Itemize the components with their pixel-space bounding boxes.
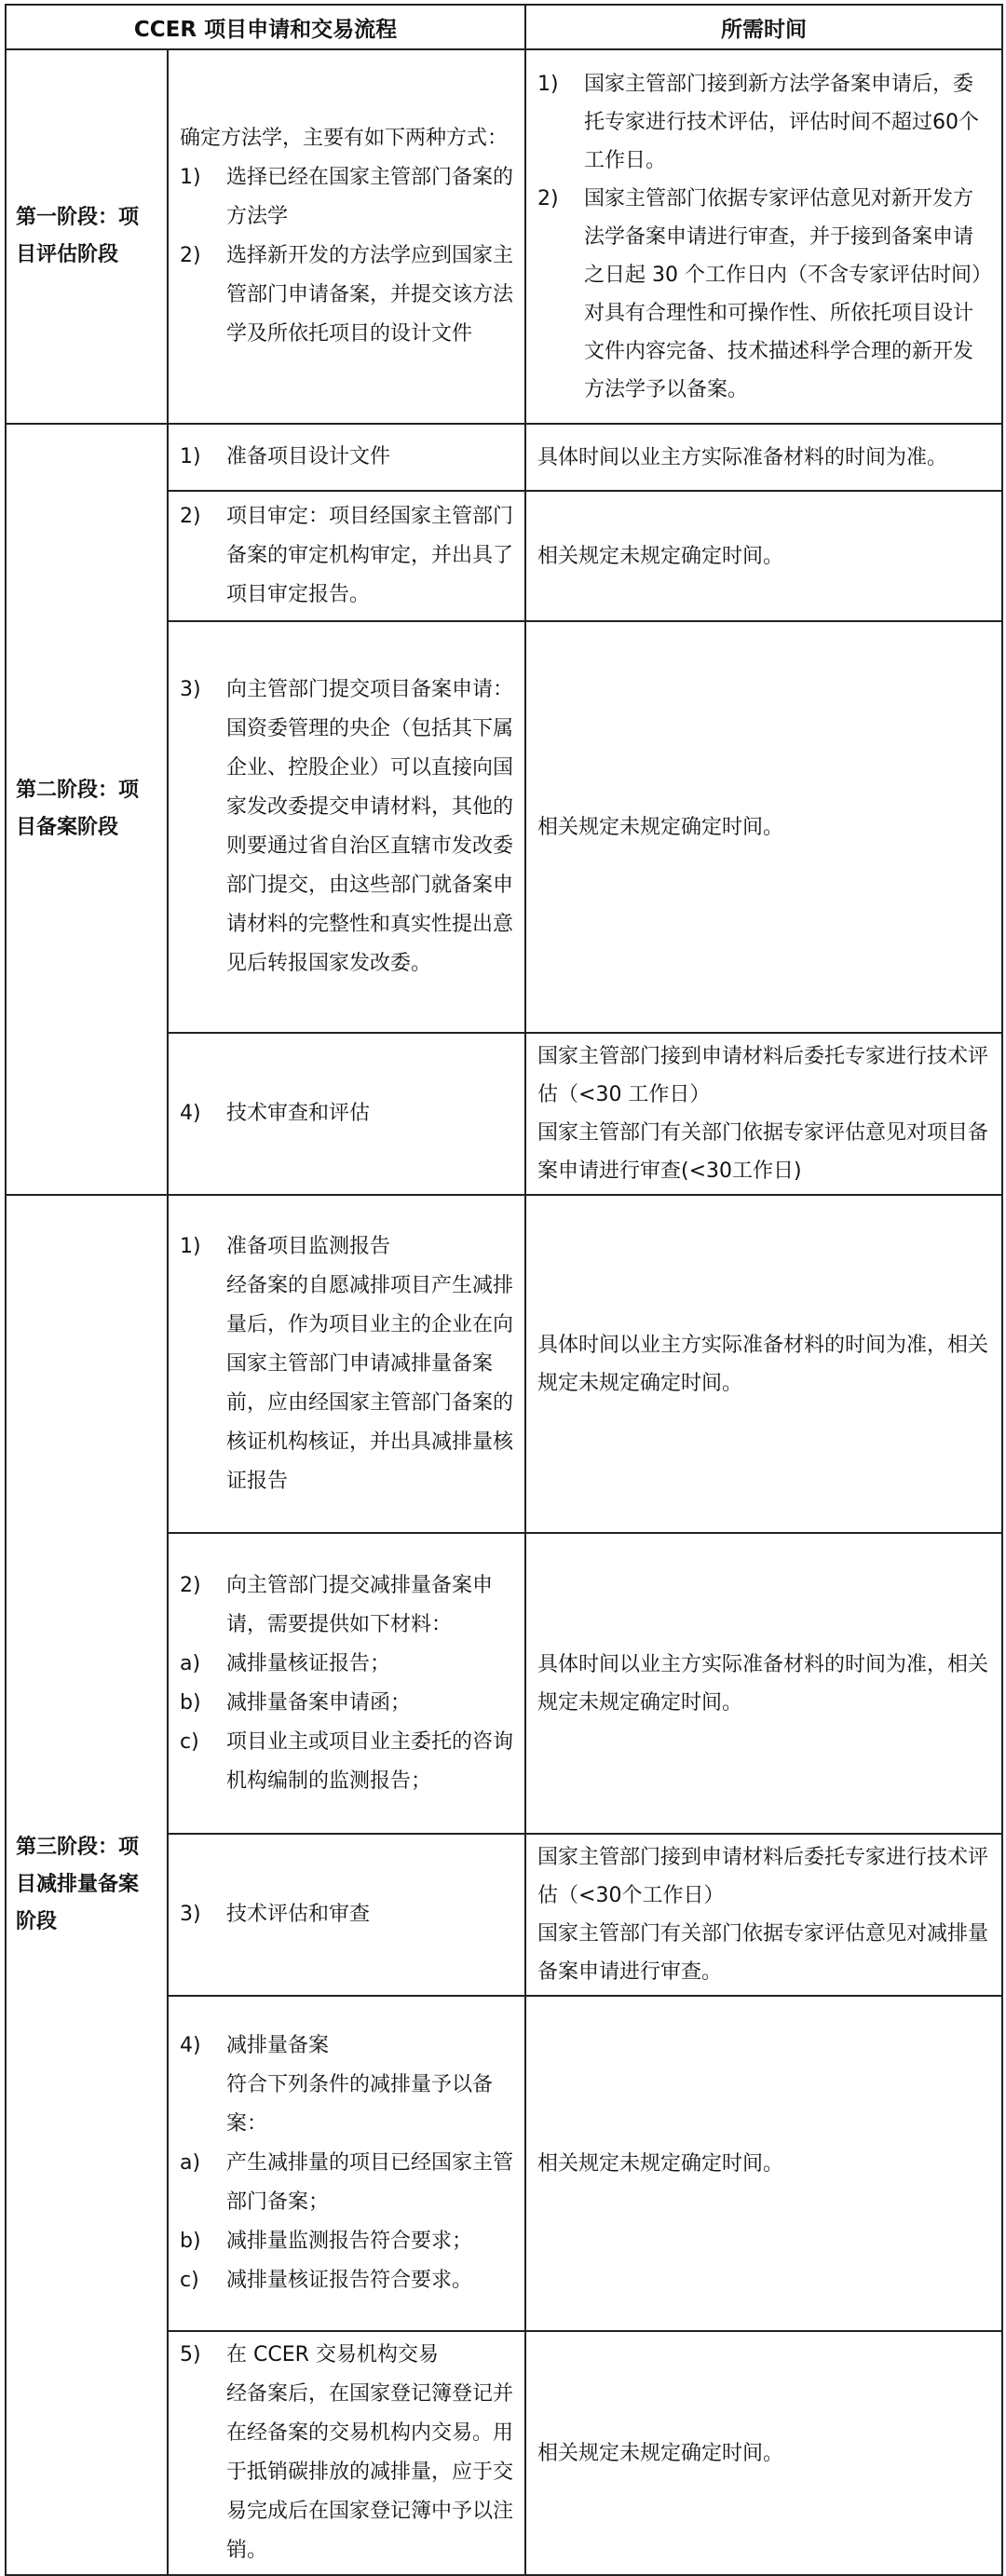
stage2-step	[168, 491, 525, 621]
stage2-step-time: 具体时间以业主方实际准备材料的时间为准。	[525, 424, 1002, 491]
item-number: 4)	[180, 1102, 201, 1125]
item-text: 项目审定：项目经国家主管部门备案的审定机构审定，并出具了项目审定报告。	[226, 505, 514, 606]
step-item	[180, 1566, 515, 1645]
item-text: 向主管部门提交减排量备案申请，需要提供如下材料：	[226, 1573, 494, 1636]
stage2-name: 第二阶段：项目备案阶段	[6, 424, 168, 1195]
step-item	[180, 2336, 515, 2375]
stage3-step-time: 相关规定未规定确定时间。	[525, 1996, 1002, 2331]
stage3-step	[168, 1996, 525, 2331]
item-number: 3)	[180, 678, 201, 701]
item-text: 减排量备案	[226, 2034, 330, 2057]
stage1-item	[180, 158, 515, 237]
item-number: 2)	[180, 1573, 201, 1597]
item-number: c)	[180, 1729, 199, 1754]
item-text: 减排量监测报告符合要求；	[226, 2230, 473, 2253]
step-detail: 国资委管理的央企（包括其下属企业、控股企业）可以直接向国家发改委提交申请材料，其他的则要通过省自治区直辖市发改委部门提交，由这些部门就备案申请材料的完整性和真实性提出意见后转报国家发改委。	[226, 717, 514, 975]
stage3-step-time: 相关规定未规定确定时间。	[525, 2331, 1002, 2575]
item-number: 1)	[537, 72, 559, 96]
item-text: 准备项目设计文件	[226, 445, 391, 468]
stage3-name: 第三阶段：项目减排量备案阶段	[6, 1195, 168, 2575]
item-number: 1)	[180, 1234, 201, 1258]
item-text: 向主管部门提交项目备案申请：	[226, 678, 514, 701]
stage3-row	[6, 1195, 1002, 1533]
stage1-intro: 确定方法学，主要有如下两种方式：	[180, 127, 509, 150]
item-number: 1)	[180, 445, 201, 468]
time-line: 国家主管部门有关部门依据专家评估意见对减排量备案申请进行审查。	[537, 1922, 989, 1984]
stage1-desc	[168, 49, 525, 424]
stage3-step-time: 具体时间以业主方实际准备材料的时间为准，相关规定未规定确定时间。	[525, 1195, 1002, 1533]
time-line: 国家主管部门有关部门依据专家评估意见对项目备案申请进行审查(<30工作日)	[537, 1121, 989, 1183]
sub-item	[180, 2261, 515, 2300]
item-number: 2)	[180, 505, 201, 528]
stage1-time	[525, 49, 1002, 424]
sub-item	[180, 1723, 515, 1801]
stage1-name: 第一阶段：项目评估阶段	[6, 49, 168, 424]
item-number: b)	[180, 1690, 201, 1715]
stage3-step	[168, 1533, 525, 1834]
item-number: 3)	[180, 1903, 201, 1926]
stage2-step	[168, 424, 525, 491]
document	[5, 4, 1001, 2565]
time-item	[537, 65, 992, 180]
time-line: 国家主管部门接到申请材料后委托专家进行技术评估（<30 工作日）	[537, 1045, 989, 1106]
stage1-item	[180, 237, 515, 354]
stage2-step-time: 相关规定未规定确定时间。	[525, 491, 1002, 621]
item-text: 技术评估和审查	[226, 1903, 371, 1926]
header-process: CCER 项目申请和交易流程	[6, 5, 525, 49]
stage2-row	[6, 424, 1002, 491]
item-text: 国家主管部门依据专家评估意见对新开发方法学备案申请进行审查，并于接到备案申请之日起 30 个工作日内（不含专家评估时间）对具有合理性和可操作性、所依托项目设计文件内容完备、技术描述科学合理的新开发方法学予以备案。	[584, 186, 992, 401]
item-number: c)	[180, 2269, 199, 2292]
header-row	[6, 5, 1002, 49]
item-number: b)	[180, 2230, 201, 2253]
item-text: 技术审查和评估	[226, 1102, 371, 1125]
item-text: 减排量核证报告符合要求。	[226, 2269, 473, 2292]
time-item	[537, 180, 992, 409]
stage2-step	[168, 1033, 525, 1195]
sub-item	[180, 2144, 515, 2222]
item-number: 4)	[180, 2034, 201, 2057]
item-text: 项目业主或项目业主委托的咨询机构编制的监测报告；	[226, 1729, 514, 1793]
item-text: 在 CCER 交易机构交易	[226, 2343, 439, 2366]
header-time: 所需时间	[525, 5, 1002, 49]
stage2-step-time: 相关规定未规定确定时间。	[525, 621, 1002, 1033]
item-number: a)	[180, 2151, 201, 2175]
stage3-step	[168, 1834, 525, 1996]
stage3-step	[168, 1195, 525, 1533]
stage2-step	[168, 621, 525, 1033]
step-item	[180, 497, 515, 615]
stage3-step	[168, 2331, 525, 2575]
sub-item	[180, 1645, 515, 1684]
item-text: 国家主管部门接到新方法学备案申请后，委托专家进行技术评估，评估时间不超过60个工作日。	[584, 72, 980, 172]
item-text: 选择已经在国家主管部门备案的方法学	[226, 166, 514, 228]
step-detail: 经备案后，在国家登记簿登记并在经备案的交易机构内交易。用于抵销碳排放的减排量，应于交易完成后在国家登记簿中予以注销。	[226, 2382, 514, 2562]
sub-item	[180, 2222, 515, 2261]
stage3-step-time: 具体时间以业主方实际准备材料的时间为准，相关规定未规定确定时间。	[525, 1533, 1002, 1834]
step-item	[180, 1895, 515, 1934]
item-number: a)	[180, 1651, 201, 1675]
sub-item	[180, 1684, 515, 1723]
stage2-step-time	[525, 1033, 1002, 1195]
item-text: 准备项目监测报告	[226, 1234, 391, 1258]
item-text: 减排量核证报告；	[226, 1651, 391, 1675]
step-detail: 符合下列条件的减排量予以备案：	[226, 2073, 494, 2135]
item-number: 1)	[180, 166, 201, 189]
item-number: 2)	[180, 244, 201, 267]
step-item	[180, 1094, 515, 1133]
stage3-step-time	[525, 1834, 1002, 1996]
item-number: 2)	[537, 186, 559, 210]
item-text: 选择新开发的方法学应到国家主管部门申请备案，并提交该方法学及所依托项目的设计文件	[226, 244, 514, 346]
ccer-process-table	[5, 4, 1003, 2576]
time-line: 国家主管部门接到申请材料后委托专家进行技术评估（<30个工作日）	[537, 1846, 989, 1907]
step-item	[180, 671, 515, 710]
step-item	[180, 2027, 515, 2066]
step-item	[180, 1227, 515, 1267]
step-item	[180, 438, 515, 477]
stage1-row	[6, 49, 1002, 424]
item-text: 减排量备案申请函；	[226, 1690, 412, 1715]
item-number: 5)	[180, 2343, 201, 2366]
step-detail: 经备案的自愿减排项目产生减排量后，作为项目业主的企业在向国家主管部门申请减排量备案前，应由经国家主管部门备案的核证机构核证，并出具减排量核证报告	[226, 1273, 514, 1493]
item-text: 产生减排量的项目已经国家主管部门备案；	[226, 2151, 514, 2214]
